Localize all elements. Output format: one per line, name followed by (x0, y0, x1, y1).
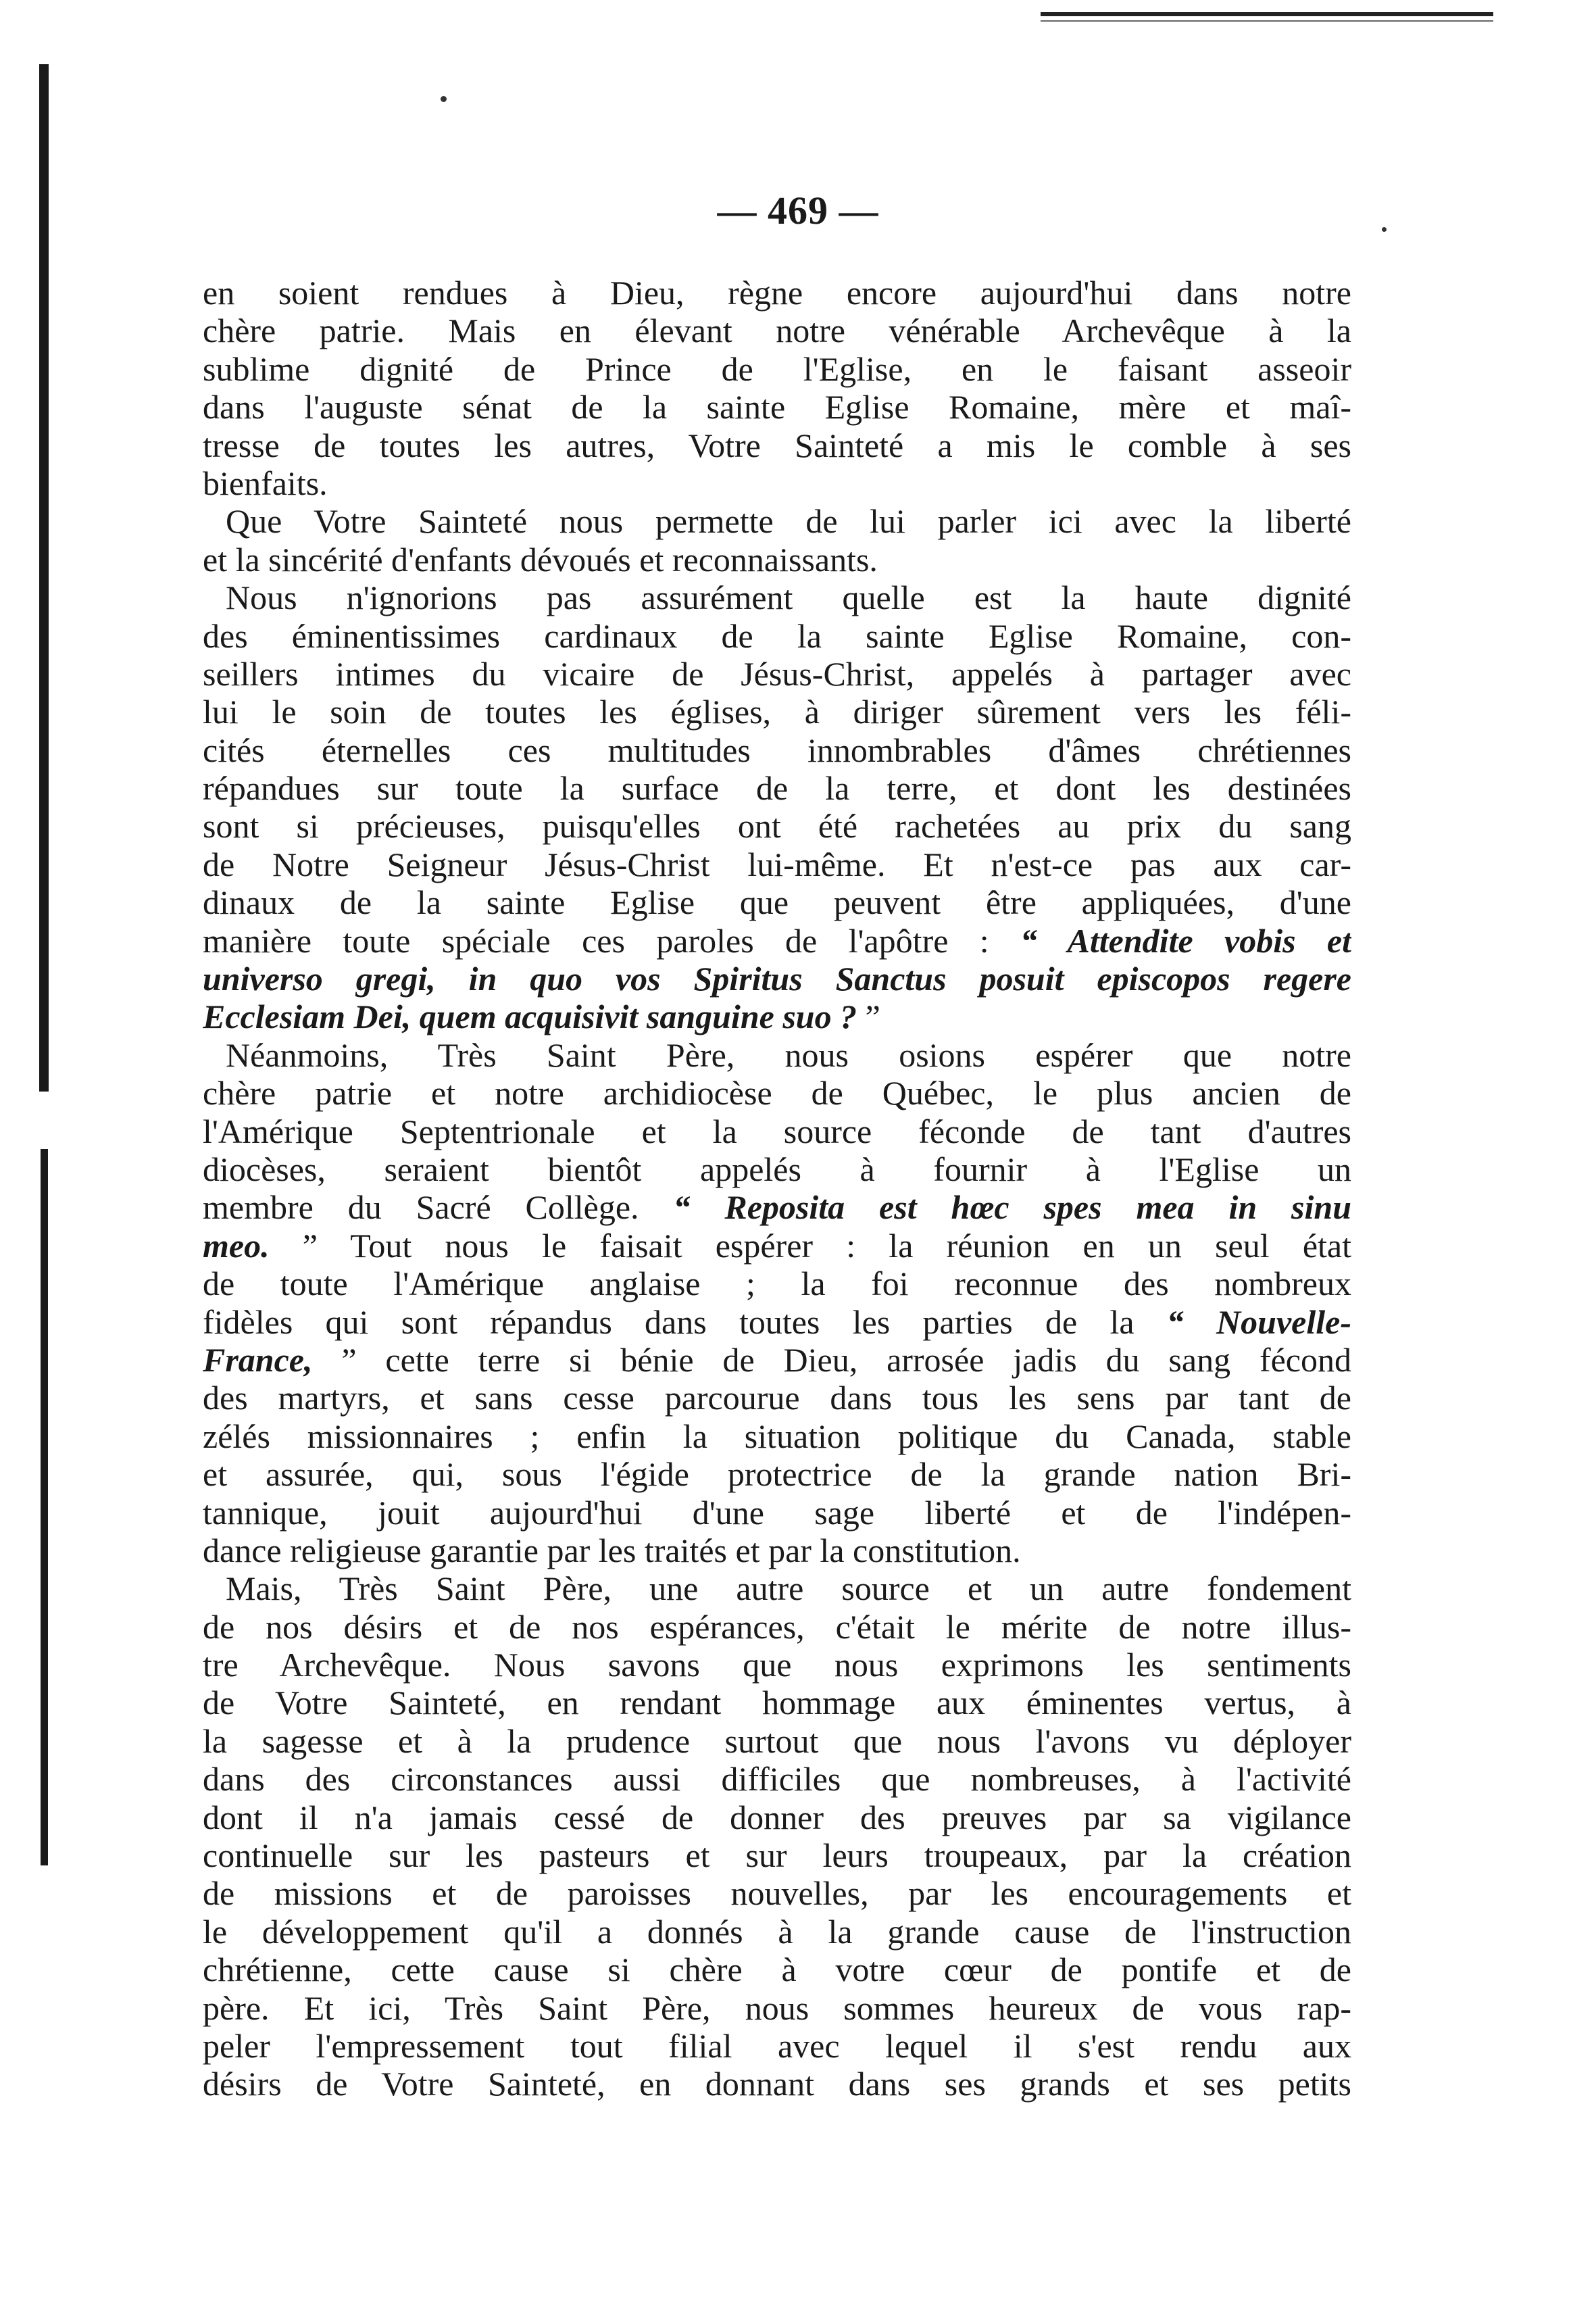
text-line-roman: dinaux de la sainte Eglise que peuvent être appliquées, d'une (203, 883, 1351, 922)
text-line-roman: peler l'empressement tout filial avec lequel il s'est rendu aux (203, 2026, 1351, 2065)
text-line (203, 883, 1351, 921)
text-line (203, 1569, 1351, 1607)
top-rule-thin (1041, 20, 1493, 22)
text-line (203, 1417, 1351, 1455)
text-line (203, 388, 1351, 426)
text-line (203, 1836, 1351, 1874)
text-line-roman: chère patrie. Mais en élevant notre vénérable Archevêque à la (203, 312, 1351, 350)
text-line-roman: Nous n'ignorions pas assurément quelle est la haute dignité (226, 579, 1351, 617)
page-number: — 469 — (717, 189, 879, 233)
text-line (203, 1684, 1351, 1721)
text-line-roman: chrétienne, cette cause si chère à votre cœur de pontife et de (203, 1951, 1351, 1989)
top-rule (1041, 12, 1493, 16)
text-line-roman: l'Amérique Septentrionale et la source féconde de tant d'autres (203, 1112, 1351, 1150)
text-line-roman: dans des circonstances aussi difficiles que nombreuses, à l'activité (203, 1760, 1351, 1799)
text-line-roman: tannique, jouit aujourd'hui d'une sage liberté et de l'indépen- (203, 1493, 1351, 1532)
text-line (203, 731, 1351, 769)
text-line (203, 1989, 1351, 2027)
text-line-roman: chère patrie et notre archidiocèse de Québec, le plus ancien de (203, 1074, 1351, 1112)
text-line-roman: de nos désirs et de nos espérances, c'était le mérite de notre illus- (203, 1607, 1351, 1646)
text-line (203, 426, 1351, 464)
text-line-roman: des martyrs, et sans cesse parcourue dans tous les sens par tant de (203, 1379, 1351, 1417)
text-line (203, 579, 1351, 616)
text-line (203, 1379, 1351, 1417)
text-line-roman: cités éternelles ces multitudes innombrables d'âmes chrétiennes (203, 731, 1351, 769)
text-line-italic: meo. (203, 1226, 270, 1265)
text-line (203, 1760, 1351, 1798)
text-line (203, 312, 1351, 349)
text-line (203, 1341, 1351, 1379)
text-line-roman: diocèses, seraient bientôt appelés à fournir à l'Eglise un (203, 1150, 1351, 1188)
text-line-italic: France, (203, 1340, 313, 1379)
text-line-roman: et la sincérité d'enfants dévoués et reconnaissants. (203, 540, 878, 579)
text-line-roman: bienfaits. (203, 464, 328, 502)
text-line (203, 617, 1351, 655)
text-line (203, 769, 1351, 807)
text-line (203, 464, 1351, 502)
text-line (203, 1036, 1351, 1074)
text-line-roman: de Votre Sainteté, en rendant hommage aux éminentes vertus, à (203, 1684, 1351, 1722)
text-line-roman: dans l'auguste sénat de la sainte Eglise Romaine, mère et maî- (203, 388, 1351, 426)
text-line (203, 1227, 1351, 1265)
text-line (203, 1646, 1351, 1684)
text-line (203, 350, 1351, 388)
text-line-roman: Néanmoins, Très Saint Père, nous osions espérer que notre (226, 1035, 1351, 1074)
text-line (203, 2027, 1351, 2065)
text-line (203, 1265, 1351, 1302)
text-line-roman: fidèles qui sont répandus dans toutes les parties de la (203, 1302, 1134, 1341)
text-line (203, 502, 1351, 540)
text-line (203, 846, 1351, 883)
text-line (203, 655, 1351, 693)
text-line (203, 1799, 1351, 1836)
text-line-italic: Ecclesiam Dei, quem acquisivit sanguine suo ? (203, 998, 857, 1036)
text-line-roman: des éminentissimes cardinaux de la sainte Eglise Romaine, con- (203, 616, 1351, 655)
text-line-italic: “ Nouvelle- (1166, 1302, 1351, 1341)
text-line-roman: Mais, Très Saint Père, une autre source et un autre fondement (226, 1569, 1351, 1608)
body-text (203, 274, 1351, 2103)
text-line-italic: universo gregi, in quo vos Spiritus Sanctus posuit episcopos regere (203, 960, 1351, 998)
text-line-roman: continuelle sur les pasteurs et sur leurs troupeaux, par la création (203, 1836, 1351, 1875)
text-line (203, 1951, 1351, 1988)
text-line-roman: de toute l'Amérique anglaise ; la foi reconnue des nombreux (203, 1265, 1351, 1303)
text-line-roman: Que Votre Sainteté nous permette de lui parler ici avec la liberté (226, 502, 1351, 541)
text-line (203, 960, 1351, 998)
text-line (203, 2065, 1351, 2103)
text-line (203, 1532, 1351, 1569)
text-line (203, 1874, 1351, 1912)
text-line-roman: membre du Sacré Collège. (203, 1188, 639, 1227)
text-line (203, 922, 1351, 960)
text-line (203, 693, 1351, 731)
text-line-roman: la sagesse et à la prudence surtout que nous l'avons vu déployer (203, 1721, 1351, 1760)
text-line-roman: tre Archevêque. Nous savons que nous exprimons les sentiments (203, 1646, 1351, 1684)
text-line (203, 1455, 1351, 1493)
text-line-roman: répandues sur toute la surface de la terre, et dont les destinées (203, 769, 1351, 808)
text-line-roman: et assurée, qui, sous l'égide protectrice de la grande nation Bri- (203, 1455, 1351, 1494)
text-line-roman: dance religieuse garantie par les traités et par la constitution. (203, 1531, 1021, 1569)
text-line (203, 274, 1351, 312)
text-line (203, 1074, 1351, 1112)
text-line-roman: ” (857, 998, 880, 1036)
text-line-italic: “ Attendite vobis et (1020, 921, 1351, 960)
text-line-roman: de missions et de paroisses nouvelles, par les encouragements et (203, 1874, 1351, 1913)
text-line (203, 1608, 1351, 1646)
text-line-roman: désirs de Votre Sainteté, en donnant dans ses grands et ses petits (203, 2065, 1351, 2103)
text-line-roman: manière toute spéciale ces paroles de l'apôtre : (203, 921, 989, 960)
text-line (203, 807, 1351, 845)
text-line-roman: ” cette terre si bénie de Dieu, arrosée jadis du sang fécond (312, 1340, 1351, 1379)
text-line (203, 1722, 1351, 1760)
text-line-roman: sublime dignité de Prince de l'Eglise, en le faisant asseoir (203, 349, 1351, 388)
text-line (203, 1112, 1351, 1150)
text-line-roman: lui le soin de toutes les églises, à diriger sûrement vers les féli- (203, 693, 1351, 731)
text-line-roman: en soient rendues à Dieu, règne encore aujourd'hui dans notre (203, 274, 1351, 312)
text-line-italic: “ Reposita est hœc spes mea in sinu (673, 1188, 1351, 1227)
text-line-roman: père. Et ici, Très Saint Père, nous sommes heureux de vous rap- (203, 1988, 1351, 2027)
text-line (203, 1913, 1351, 1951)
text-line (203, 1303, 1351, 1341)
text-line-roman: sont si précieuses, puisqu'elles ont été rachetées au prix du sang (203, 807, 1351, 846)
text-line-roman: de Notre Seigneur Jésus-Christ lui-même. Et n'est-ce pas aux car- (203, 845, 1351, 883)
text-line-roman: zélés missionnaires ; enfin la situation politique du Canada, stable (203, 1417, 1351, 1455)
text-line (203, 1188, 1351, 1226)
text-line-roman: dont il n'a jamais cessé de donner des preuves par sa vigilance (203, 1798, 1351, 1836)
text-line (203, 998, 1351, 1035)
text-line-roman: seillers intimes du vicaire de Jésus-Christ, appelés à partager avec (203, 654, 1351, 693)
text-line (203, 541, 1351, 579)
binding-edge-mark (41, 1149, 48, 1865)
ink-speck (441, 96, 447, 102)
text-line-roman: le développement qu'il a donnés à la grande cause de l'instruction (203, 1912, 1351, 1951)
text-line (203, 1150, 1351, 1188)
text-line-roman: tresse de toutes les autres, Votre Sainteté a mis le comble à ses (203, 426, 1351, 464)
text-line-roman: ” Tout nous le faisait espérer : la réunion en un seul état (269, 1226, 1351, 1265)
text-line (203, 1494, 1351, 1532)
